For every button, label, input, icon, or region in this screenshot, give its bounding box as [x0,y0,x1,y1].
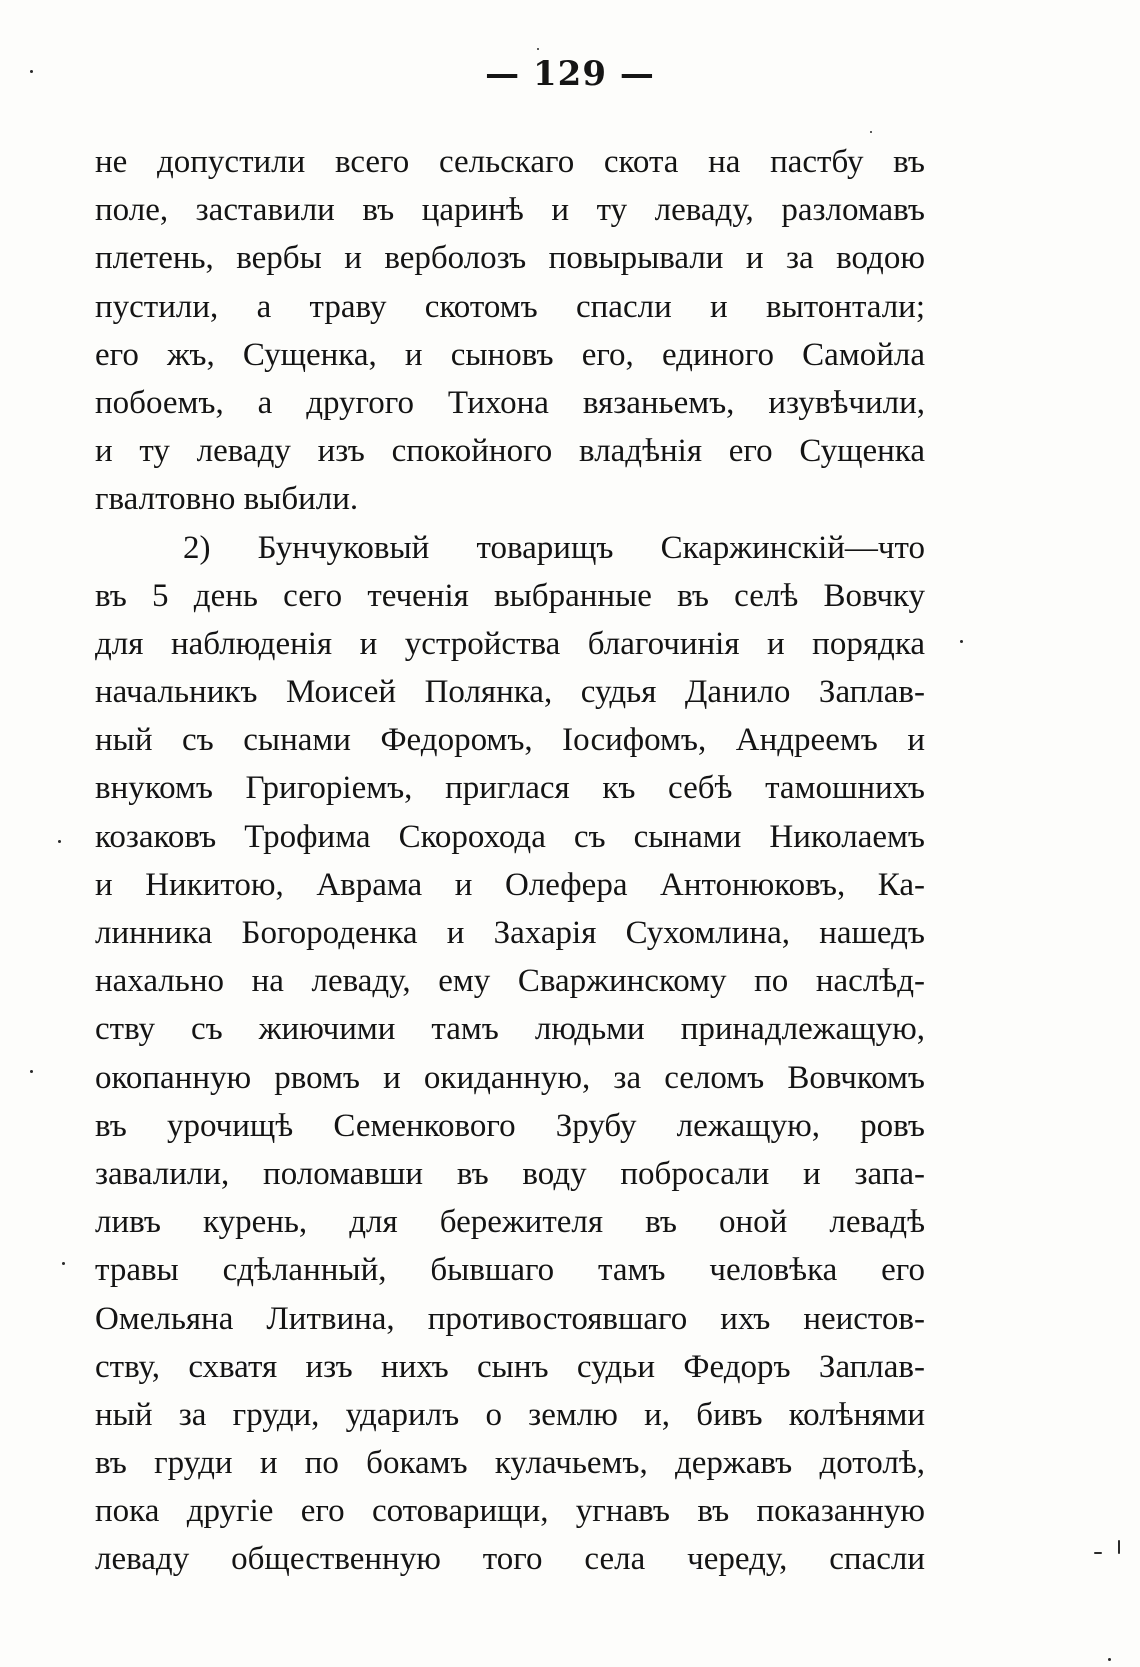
text-line: начальникъ Моисей Полянка, судья Данило Заплав- [95,674,925,711]
scan-speck [1118,1540,1120,1554]
text-line: нахально на леваду, ему Сваржинскому по наслѣд- [95,963,925,1000]
scan-speck [30,70,33,73]
paragraph-1 [95,138,925,524]
text-line: пока другіе его сотоварищи, угнавъ въ показанную [95,1493,925,1530]
paragraph-2 [95,524,925,1584]
text-line: побоемъ, а другого Тихона вязаньемъ, изувѣчили, [95,384,925,421]
text-line: въ 5 день сего теченія выбранные въ селѣ Вовчку [95,577,925,614]
body-text [95,138,925,1584]
scan-speck [960,640,963,643]
text-line: травы сдѣланный, бывшаго тамъ человѣка его [95,1252,925,1289]
text-line: и ту леваду изъ спокойного владѣнія его Сущенка [95,433,925,470]
page-number: — 129 — [485,54,655,94]
text-line: и Никитою, Аврама и Олефера Антонюковъ, Ка- [95,866,925,903]
text-line: ливъ курень, для бережителя въ оной левадѣ [95,1204,925,1241]
text-line: поле, заставили въ царинѣ и ту леваду, разломавъ [95,192,925,229]
text-line: въ груди и по бокамъ кулачьемъ, державъ дотолѣ, [95,1445,925,1482]
scan-speck [58,840,61,843]
text-line: плетень, вербы и верболозъ повырывали и за водою [95,240,925,277]
text-line: внукомъ Григоріемъ, приглася къ себѣ тамошнихъ [95,770,925,807]
scan-speck [30,1070,33,1073]
scan-speck [870,131,872,133]
text-line: ный за груди, ударилъ о землю и, бивъ колѣнями [95,1396,925,1433]
scan-speck [537,48,539,50]
text-line: его жъ, Сущенка, и сыновъ его, единого Самойла [95,336,925,373]
scan-speck [62,1262,65,1265]
text-line: ный съ сынами Федоромъ, Іосифомъ, Андреемъ и [95,722,925,759]
text-line: не допустили всего сельскаго скота на пастбу въ [95,144,925,180]
text-line: леваду общественную того села череду, спасли [95,1541,925,1578]
text-line: для наблюденія и устройства благочинія и порядка [95,625,925,662]
text-line: окопанную рвомъ и окиданную, за селомъ Вовчкомъ [95,1059,925,1096]
text-line: ству, схватя изъ нихъ сынъ судьи Федоръ Заплав- [95,1348,925,1385]
text-line: Омельяна Литвина, противостоявшаго ихъ неистов- [95,1300,925,1337]
scan-speck [1094,1552,1102,1554]
text-line: въ урочищѣ Семенкового Зрубу лежащую, ровъ [95,1107,925,1144]
text-line: козаковъ Трофима Скорохода съ сынами Николаемъ [95,818,925,855]
text-line: завалили, поломавши въ воду побросали и запа- [95,1155,925,1192]
text-line: линника Богороденка и Захарія Сухомлина, нашедъ [95,915,925,951]
text-line: ству съ жиючими тамъ людьми принадлежащую, [95,1011,925,1048]
text-line: пустили, а траву скотомъ спасли и вытонтали; [95,288,925,325]
text-line: 2) Бунчуковый товарищъ Скаржинскій—что [183,529,925,566]
text-line: гвалтовно выбили. [95,481,359,518]
scan-speck [1108,1658,1111,1661]
